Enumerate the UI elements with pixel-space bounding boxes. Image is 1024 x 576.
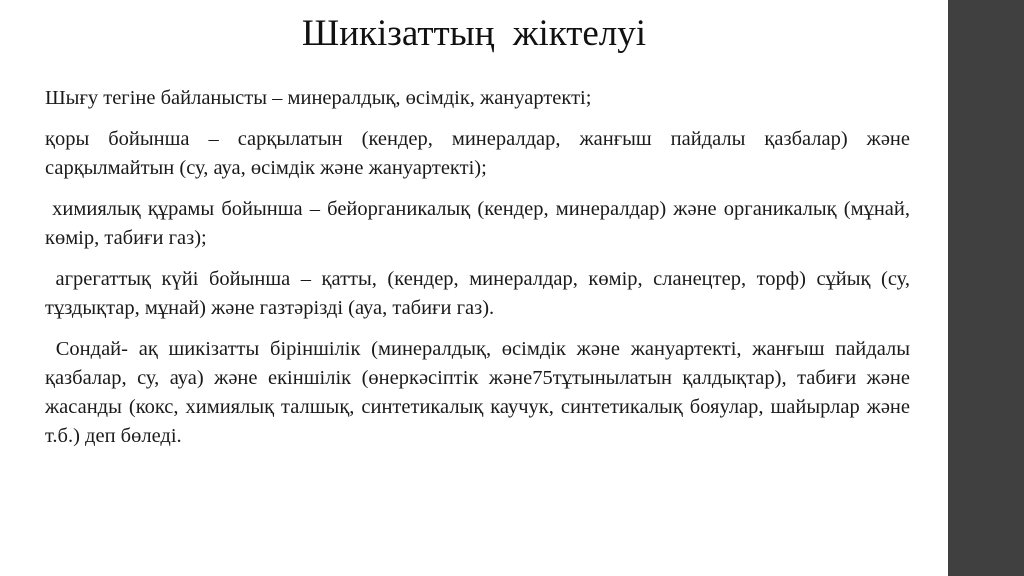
slide-body bbox=[45, 84, 916, 463]
paragraph-chemical-composition: химиялық құрамы бойынша – бейорганикалық (кендер, минералдар) және органикалық (мұнай, көмір, табиғи газ); bbox=[45, 198, 916, 249]
slide-title: Шикізаттың жіктелуі bbox=[301, 13, 647, 54]
paragraph-origin: Шығу тегіне байланысты – минералдық, өсімдік, жануартекті; bbox=[45, 87, 592, 109]
decorative-side-bar bbox=[948, 0, 1024, 576]
paragraph-primary-secondary: Сондай- ақ шикізатты біріншілік (минералдық, өсімдік және жануартекті, жанғыш пайдалы қазбалар, су, ауа) және екіншілік (өнеркәсіптік және75тұтынылатын қалдықтар), табиғи және жасанды (кокс, химиялық талшық, синтетикалық каучук, синтетикалық бояулар, шайырлар және т.б.) деп бөледі. bbox=[45, 338, 916, 447]
paragraph-reserves: қоры бойынша – сарқылатын (кендер, минералдар, жанғыш пайдалы қазбалар) және сарқылмайтын (су, ауа, өсімдік және жануартекті); bbox=[45, 128, 916, 179]
paragraph-aggregate-state: агрегаттық күйі бойынша – қатты, (кендер, минералдар, көмір, сланецтер, торф) сұйық (су, тұздықтар, мұнай) және газтәрізді (ауа, табиғи газ). bbox=[45, 268, 916, 319]
